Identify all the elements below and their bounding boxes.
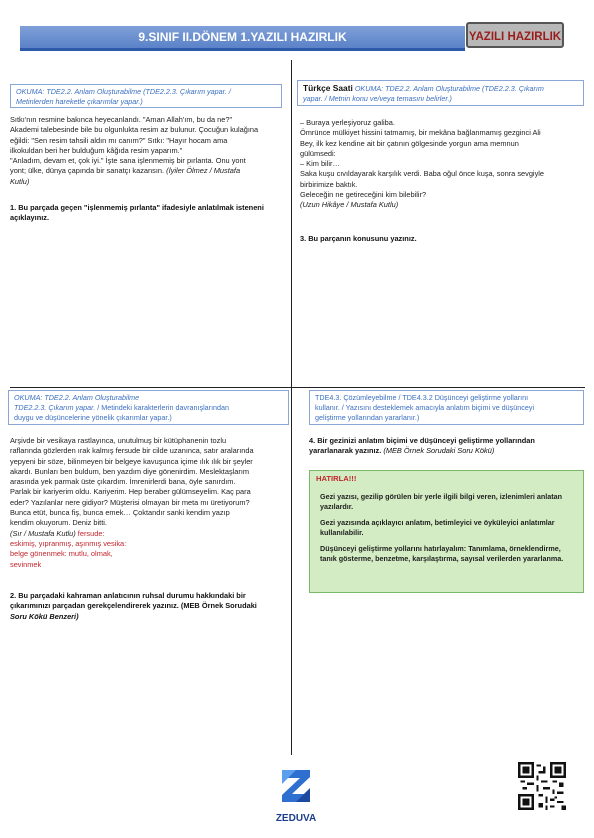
page-title: 9.SINIF II.DÖNEM 1.YAZILI HAZIRLIK	[138, 30, 347, 44]
reminder-line: yazılardır.	[320, 502, 354, 511]
objective-box-q4	[309, 390, 584, 425]
passage-line: Ömrünce mülkiyet hissini tatmamış, bir mekâna bağlanmamış gezginci Ali	[300, 128, 541, 138]
objective-line: kullanır. / Yazısını desteklemek amacıyla anlatım biçimi ve düşünceyi	[315, 403, 535, 412]
zeduva-logo-icon	[270, 768, 322, 810]
qr-code-icon	[518, 762, 566, 810]
reminder-line: Gezi yazısında açıklayıcı anlatım, betimleyici ve öyküleyici anlatımlar	[320, 518, 555, 527]
question-line: açıklayınız.	[10, 213, 50, 223]
passage-q3	[300, 118, 586, 211]
objective-box-q2	[8, 390, 289, 425]
passage-line: birbirimize baktık.	[300, 179, 358, 189]
exam-badge: YAZILI HAZIRLIK	[466, 22, 564, 48]
objective-line: Metinlerden hareketle çıkarımlar yapar.)	[16, 97, 143, 106]
objective-box-q1	[10, 84, 282, 108]
question-3: 3. Bu parçanın konusunu yazınız.	[300, 234, 417, 243]
objective-line: / Metindeki karakterlerin davranışlarından	[95, 403, 230, 412]
question-line: yararlanarak yazınız.	[309, 446, 382, 456]
vertical-divider-lower	[291, 725, 292, 755]
passage-line: Geleceğin ne getireceğini kim bilebilir?	[300, 190, 427, 200]
reminder-paragraph	[310, 544, 583, 564]
objective-line: OKUMA: TDE2.2. Anlam Oluşturabilme (TDE2.2.3. Çıkarım	[354, 84, 544, 93]
glossary-line: belge gönenmek: mutlu, olmak,	[10, 549, 113, 559]
reminder-line: Düşünceyi geliştirme yollarını hatırlayalım: Tanımlama, örneklendirme,	[320, 544, 561, 553]
passage-line: Sıtkı'nın resmine bakınca heyecanlandı. "Aman Allah'ım, bu da ne?"	[10, 115, 233, 124]
objective-line: geliştirme yollarından yararlanır.)	[315, 413, 420, 422]
objective-line: TDE4.3. Çözümleyebilme / TDE4.3.2 Düşünceyi geliştirme yollarını	[315, 393, 529, 402]
objective-line: duygu ve düşüncelerine yönelik çıkarımlar yapar.)	[14, 413, 172, 422]
question-line: (MEB Örnek Sorudaki Soru Kökü)	[383, 446, 495, 456]
glossary-line: sevinmek	[10, 559, 42, 569]
passage-line: Arşivde bir vesikaya rastlayınca, unutulmuş bir kütüphanenin tozlu	[10, 436, 227, 445]
question-line: 1. Bu parçada geçen "işlenmemiş pırlanta" ifadesiyle anlatılmak isteneni	[10, 203, 264, 212]
question-line: çıkarımınızı parçadan gerekçelendirerek yazınız. (MEB Örnek Sorudaki	[10, 601, 257, 611]
objective-line: yapar. / Metnin konu ve/veya temasını belirler.)	[303, 94, 452, 103]
passage-line: akardı. Bunları ben buldum, ben yazdım diye gönenirdim. Meslektaşlarım	[10, 466, 250, 476]
page-title-bar	[20, 26, 465, 51]
passage-line: Saka kuşu cıvıldayarak karşılık verdi. Baba oğul önce kuşa, sonra sevgiyle	[300, 169, 545, 179]
question-line: Soru Kökü Benzeri)	[10, 611, 79, 621]
reminder-line: Gezi yazısı, gezilip görülen bir yerle ilgili bilgi veren, izlenimleri anlatan	[320, 492, 563, 501]
objective-line: TDE2.2.3. Çıkarım yapar.	[14, 403, 96, 412]
zeduva-logo	[270, 768, 322, 826]
objective-line: OKUMA: TDE2.2. Anlam Oluşturabilme (TDE2.2.3. Çıkarım yapar. /	[16, 87, 231, 96]
question-2	[10, 591, 292, 622]
passage-line: Parlak bir kariyerim oldu. Kariyerim. Hep beraber gülümseyelim. Kaç para	[10, 487, 251, 497]
question-4	[309, 436, 589, 457]
question-line: 4. Bir gezinizi anlatım biçimi ve düşünceyi geliştirme yollarından	[309, 436, 535, 445]
objective-line: OKUMA: TDE2.2. Anlam Oluşturabilme	[14, 393, 140, 402]
passage-line: gülümsedi:	[300, 148, 336, 158]
passage-line: yont; ülke, dünya çapında bir sanatçı kazansın.	[10, 166, 165, 176]
question-1	[10, 203, 290, 224]
source-citation: (İyiler Ölmez / Mustafa	[166, 166, 241, 176]
passage-line: ilkokuldan beri her bulduğum kâğıda resim yaparım."	[10, 145, 183, 155]
source-citation: Kutlu)	[10, 176, 30, 186]
source-citation: (Sır / Mustafa Kutlu)	[10, 528, 76, 538]
passage-line: yepyeni bir söze, bilinmeyen bir belgeye kavuşunca içime ılık ılık bir şeyler	[10, 456, 253, 466]
glossary-line: fersude:	[77, 528, 105, 538]
reminder-line: tanık gösterme, benzetme, karşılaştırma, sayısal verilerden yararlanma.	[320, 554, 564, 563]
qr-code[interactable]	[518, 762, 566, 810]
horizontal-divider	[10, 387, 585, 388]
passage-line: – Kim bilir…	[300, 159, 340, 169]
passage-line: Bunca etüt, bunca fiş, bunca emek… Çoktandır sanki kendim yazıp	[10, 508, 230, 518]
vertical-divider	[291, 60, 292, 725]
reminder-paragraph	[310, 492, 583, 512]
passage-line: raflarında gözlerden ırak kalmış fersude bir cilde uzanınca, satır aralarında	[10, 446, 254, 456]
reminder-paragraph	[310, 518, 583, 538]
passage-q1	[10, 115, 290, 187]
passage-line: "Anladım, devam et, çok iyi." İşte sana işlenmemiş bir pırlanta. Onu yont	[10, 156, 246, 166]
passage-line: eğildi: "Sen resim tahsili aldın mı canım?" Sıtkı: "Hayır hocam ama	[10, 135, 228, 145]
glossary-line: eskimiş, yıpranmış, aşınmış vesika:	[10, 538, 127, 548]
reminder-line: kullanılabilir.	[320, 528, 364, 537]
question-line: 2. Bu parçadaki kahraman anlatıcının ruhsal durumu hakkındaki bir	[10, 591, 246, 600]
passage-line: Bey, ilk kez kendine ait bir çatının gölgesinde yorgun ama memnun	[300, 138, 519, 148]
passage-line: Akademi talebesinde bile bu olgunlukta resim az bulunur. Çocuğun kulağına	[10, 125, 259, 135]
reminder-title: HATIRLA!!!	[316, 474, 357, 483]
passage-q2	[10, 436, 292, 570]
course-title: Türkçe Saati	[303, 83, 353, 93]
reminder-box	[309, 470, 584, 593]
source-citation: (Uzun Hikâye / Mustafa Kutlu)	[300, 200, 399, 210]
passage-line: – Buraya yerleşiyoruz galiba.	[300, 118, 395, 127]
passage-line: kendim okuyorum. Deniz bitti.	[10, 518, 107, 528]
passage-line: eder? Yazılanlar nere gidiyor? Müşterisi olmayan bir meta mı üretiyorum?	[10, 497, 250, 507]
objective-box-q3	[297, 80, 584, 106]
brand-name: ZEDUVA	[275, 813, 317, 824]
passage-line: arasında yek parmak üste çıkardım. İmrenirlerdi bana, öyle sanırdım.	[10, 477, 236, 487]
